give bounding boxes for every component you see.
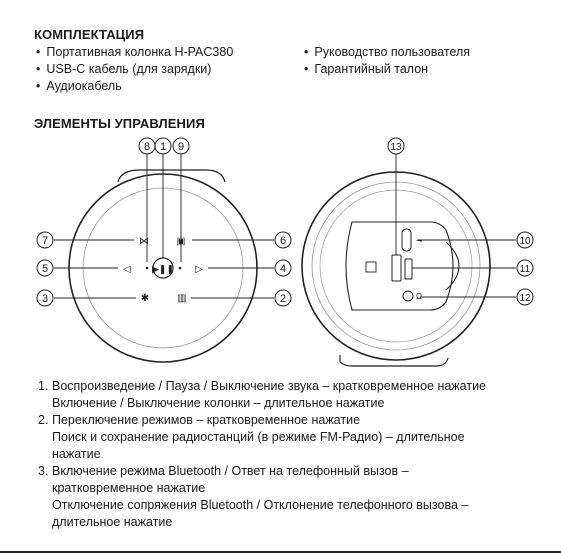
svg-text:2: 2 bbox=[279, 293, 287, 305]
callout-7 bbox=[37, 232, 53, 248]
description-2-line2: Поиск и сохранение радиостанций (в режиме FM-Радио) – длительное bbox=[52, 430, 465, 444]
callout-6 bbox=[275, 232, 291, 248]
callout-9 bbox=[173, 138, 189, 154]
play-pause-icon: ▶❚❚ bbox=[151, 264, 175, 274]
svg-text:6: 6 bbox=[279, 235, 287, 247]
callout-2 bbox=[275, 290, 291, 306]
mode-icon: ▥ bbox=[177, 293, 187, 304]
svg-text:8: 8 bbox=[143, 141, 151, 153]
description-3-line4: длительное нажатие bbox=[52, 515, 173, 529]
package-item: • USB-C кабель (для зарядки) bbox=[36, 61, 211, 77]
previous-icon: ◁ bbox=[123, 264, 131, 275]
mute-icon: ⋈ bbox=[139, 236, 149, 247]
callout-1 bbox=[155, 138, 171, 154]
card-symbol bbox=[366, 262, 376, 272]
callout-4 bbox=[275, 260, 291, 276]
indicator-dot bbox=[146, 267, 149, 270]
svg-text:3: 3 bbox=[41, 293, 49, 305]
svg-text:7: 7 bbox=[41, 235, 49, 247]
callout-8 bbox=[139, 138, 155, 154]
package-item: • Гарантийный талон bbox=[304, 61, 428, 77]
description-3-line3: Отключение сопряжения Bluetooth / Отклонение телефонного вызова – bbox=[52, 498, 469, 512]
package-item: • Руководство пользователя bbox=[304, 44, 470, 60]
package-item: • Аудиокабель bbox=[36, 78, 122, 94]
usb-c-port bbox=[402, 229, 411, 251]
package-title: КОМПЛЕКТАЦИЯ bbox=[34, 27, 145, 42]
svg-text:11: 11 bbox=[519, 264, 531, 275]
indicator-dot bbox=[179, 267, 182, 270]
svg-text:5: 5 bbox=[41, 263, 49, 275]
svg-text:10: 10 bbox=[519, 236, 531, 247]
svg-text:1: 1 bbox=[159, 141, 167, 153]
description-3: 3. Включение режима Bluetooth / Ответ на телефонный вызов – bbox=[38, 464, 409, 478]
memory-card-slot bbox=[405, 259, 412, 279]
callout-11 bbox=[517, 260, 533, 276]
callout-12 bbox=[517, 289, 533, 305]
usb-port bbox=[392, 255, 401, 281]
next-icon: ▷ bbox=[195, 264, 203, 275]
bluetooth-call-icon: ✱ bbox=[140, 293, 150, 304]
bottom-rule bbox=[0, 551, 561, 553]
callout-5 bbox=[37, 260, 53, 276]
svg-text:4: 4 bbox=[279, 263, 287, 275]
svg-text:13: 13 bbox=[390, 142, 402, 153]
svg-text:12: 12 bbox=[519, 293, 531, 304]
description-3-line2: кратковременное нажатие bbox=[52, 481, 206, 495]
callout-10 bbox=[517, 232, 533, 248]
controls-title: ЭЛЕМЕНТЫ УПРАВЛЕНИЯ bbox=[34, 116, 205, 131]
power-symbol: ⏦ bbox=[416, 236, 423, 245]
package-item: • Портативная колонка H-PAC380 bbox=[36, 44, 233, 60]
light-mode-icon: ▣ bbox=[176, 236, 186, 247]
callout-3 bbox=[37, 290, 53, 306]
svg-text:9: 9 bbox=[177, 141, 185, 153]
description-2: 2. Переключение режимов – кратковременное нажатие bbox=[38, 413, 361, 427]
description-2-line3: нажатие bbox=[52, 447, 101, 461]
callout-13 bbox=[388, 138, 404, 154]
aux-port bbox=[403, 291, 413, 301]
description-1-line2: Включение / Выключение колонки – длительное нажатие bbox=[52, 396, 385, 410]
description-1: 1. Воспроизведение / Пауза / Выключение звука – кратковременное нажатие bbox=[38, 379, 487, 393]
aux-symbol: Ω bbox=[416, 292, 422, 301]
